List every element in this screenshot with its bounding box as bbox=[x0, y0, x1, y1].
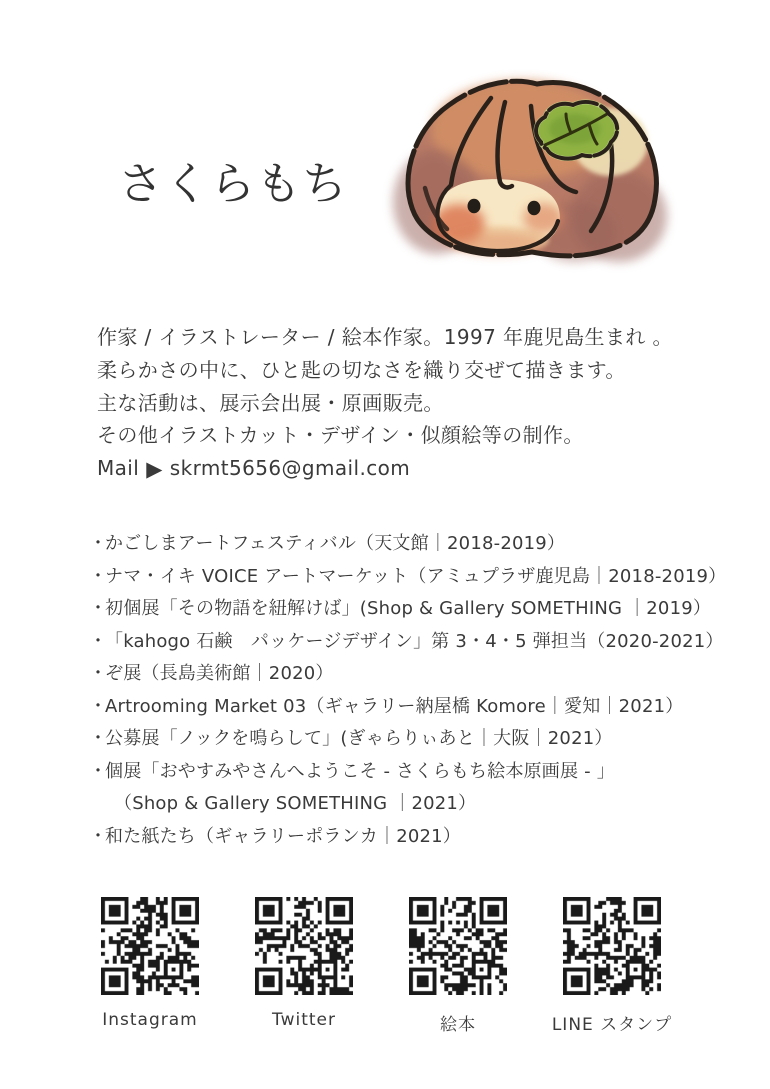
qr-ehon-code bbox=[409, 897, 507, 995]
qr-line-stamp-code bbox=[563, 897, 661, 995]
profile-line-3: 主な活動は、展示会出展・原画販売。 bbox=[97, 390, 444, 415]
exhibition-item bbox=[89, 593, 726, 626]
bullet: ・ bbox=[89, 825, 108, 847]
exhibition-text: 和た紙たち（ギャラリーポランカ｜2021） bbox=[105, 825, 462, 847]
bullet: ・ bbox=[89, 760, 108, 782]
exhibition-item bbox=[89, 691, 726, 724]
bullet: ・ bbox=[89, 565, 108, 587]
qr-twitter-code bbox=[255, 897, 353, 995]
qr-ehon bbox=[409, 897, 507, 1035]
exhibition-item bbox=[89, 658, 726, 691]
exhibition-item-continuation bbox=[89, 788, 726, 821]
leaf bbox=[536, 102, 617, 159]
qr-instagram bbox=[101, 897, 199, 1035]
exhibition-item bbox=[89, 528, 726, 561]
mail-line bbox=[97, 452, 673, 485]
mail-arrow-icon: ▶ bbox=[146, 457, 163, 482]
exhibition-text: 公募展「ノックを鳴らして」(ぎゃらりぃあと｜大阪｜2021） bbox=[105, 728, 613, 749]
bullet: ・ bbox=[89, 663, 108, 684]
qr-instagram-label: Instagram bbox=[102, 1010, 198, 1030]
mail-label: Mail bbox=[97, 456, 140, 481]
exhibition-list bbox=[89, 528, 726, 853]
exhibition-item bbox=[89, 821, 726, 854]
bullet: ・ bbox=[89, 598, 108, 619]
profile-line-1: 作家 / イラストレーター / 絵本作家。1997 年鹿児島生まれ 。 bbox=[97, 325, 673, 349]
qr-line-stamp bbox=[551, 897, 673, 1035]
qr-line-stamp-label: LINE スタンプ bbox=[551, 1015, 673, 1035]
sakuramochi-character-illustration bbox=[405, 80, 661, 258]
exhibition-text: ナマ・イキ VOICE アートマーケット（アミュプラザ鹿児島｜2018-2019） bbox=[105, 565, 727, 587]
bullet: ・ bbox=[89, 533, 108, 554]
qr-twitter bbox=[255, 897, 353, 1035]
bullet: ・ bbox=[89, 728, 108, 749]
exhibition-text: Artrooming Market 03（ギャラリー納屋橋 Komore｜愛知｜2021） bbox=[105, 695, 684, 717]
exhibition-text: 「kahogo 石鹸 パッケージデザイン」第 3・4・5 弾担当（2020-2021） bbox=[105, 630, 724, 652]
exhibition-item bbox=[89, 756, 726, 789]
artist-name-title: さくらもち bbox=[118, 157, 349, 210]
left-eye bbox=[468, 199, 481, 213]
exhibition-text: かごしまアートフェスティバル（天文館｜2018-2019） bbox=[105, 533, 566, 554]
exhibition-item bbox=[89, 626, 726, 659]
bullet: ・ bbox=[89, 630, 108, 652]
profile-line-2: 柔らかさの中に、ひと匙の切なさを織り交ぜて描きます。 bbox=[97, 357, 626, 382]
qr-ehon-label: 絵本 bbox=[440, 1015, 476, 1035]
exhibition-text: ぞ展（長島美術館｜2020） bbox=[105, 663, 334, 684]
qr-link-row bbox=[101, 897, 673, 1035]
exhibition-item bbox=[89, 723, 726, 756]
exhibition-text: （Shop & Gallery SOMETHING ｜2021） bbox=[114, 793, 477, 814]
mail-address: skrmt5656@gmail.com bbox=[169, 456, 411, 481]
exhibition-text: 初個展「その物語を紐解けば」(Shop & Gallery SOMETHING ｜2019） bbox=[105, 598, 712, 619]
right-eye bbox=[528, 201, 541, 215]
profile-section bbox=[97, 321, 673, 485]
bullet: ・ bbox=[89, 695, 108, 717]
qr-twitter-label: Twitter bbox=[272, 1010, 336, 1030]
profile-line-4: その他イラストカット・デザイン・似顔絵等の制作。 bbox=[97, 423, 584, 448]
exhibition-item bbox=[89, 561, 726, 594]
qr-instagram-code bbox=[101, 897, 199, 995]
exhibition-text: 個展「おやすみやさんへようこそ - さくらもち絵本原画展 - 」 bbox=[105, 760, 615, 782]
